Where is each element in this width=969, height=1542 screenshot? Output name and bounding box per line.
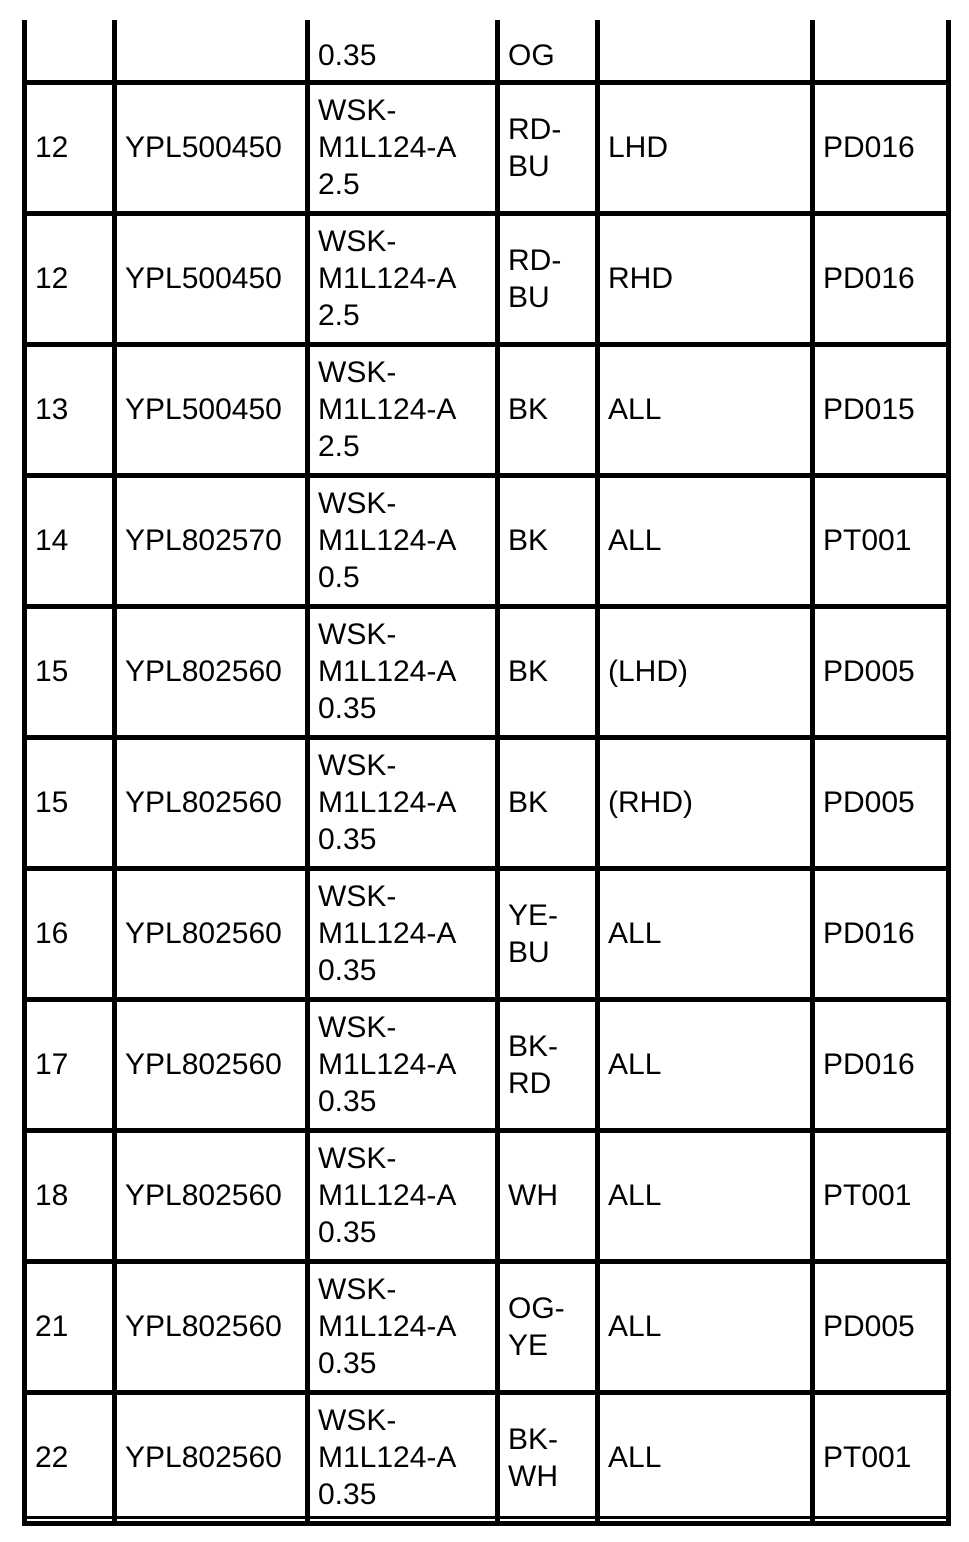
cell-code: PD016 xyxy=(813,999,949,1130)
cell-color: OG xyxy=(498,20,598,82)
table-row xyxy=(25,20,949,82)
cell-config: (LHD) xyxy=(598,606,813,737)
cell-wire-spec: WSK- M1L124-A 2.5 xyxy=(308,213,498,344)
cell-wire-spec: WSK- M1L124-A 0.35 xyxy=(308,1261,498,1392)
cell-index: 13 xyxy=(25,344,115,475)
cell-color: BK- RD xyxy=(498,999,598,1130)
cell-part-number: YPL500450 xyxy=(115,82,308,213)
wire-table-container xyxy=(22,20,946,1526)
cell-code xyxy=(813,20,949,82)
cell-config: RHD xyxy=(598,213,813,344)
table-row xyxy=(25,475,949,606)
cell-part-number: YPL802560 xyxy=(115,1392,308,1523)
cell-config: LHD xyxy=(598,82,813,213)
cell-index xyxy=(25,20,115,82)
table-row xyxy=(25,1392,949,1523)
cell-config: ALL xyxy=(598,1392,813,1523)
cell-part-number: YPL802560 xyxy=(115,1130,308,1261)
cell-code: PD016 xyxy=(813,213,949,344)
cell-code: PD005 xyxy=(813,1261,949,1392)
cell-wire-spec: WSK- M1L124-A 0.35 xyxy=(308,1130,498,1261)
cell-code: PD016 xyxy=(813,868,949,999)
table-row xyxy=(25,868,949,999)
cell-code: PT001 xyxy=(813,475,949,606)
cell-color: BK xyxy=(498,475,598,606)
cell-color: RD- BU xyxy=(498,213,598,344)
cell-index: 21 xyxy=(25,1261,115,1392)
cell-color: BK xyxy=(498,606,598,737)
cell-index: 15 xyxy=(25,606,115,737)
cell-code: PD005 xyxy=(813,606,949,737)
cell-part-number: YPL802560 xyxy=(115,1261,308,1392)
table-row xyxy=(25,1261,949,1392)
cell-part-number: YPL500450 xyxy=(115,344,308,475)
cell-code: PD016 xyxy=(813,82,949,213)
cell-config: ALL xyxy=(598,1130,813,1261)
table-row xyxy=(25,344,949,475)
cell-wire-spec: WSK- M1L124-A 0.5 xyxy=(308,475,498,606)
table-row xyxy=(25,1130,949,1261)
cell-config: ALL xyxy=(598,868,813,999)
cell-wire-spec: WSK- M1L124-A 0.35 xyxy=(308,606,498,737)
cell-color: YE- BU xyxy=(498,868,598,999)
cell-color: BK xyxy=(498,344,598,475)
bottom-rule xyxy=(22,1516,946,1519)
cell-index: 15 xyxy=(25,737,115,868)
cell-color: BK- WH xyxy=(498,1392,598,1523)
cell-part-number: YPL802570 xyxy=(115,475,308,606)
table-row xyxy=(25,606,949,737)
cell-color: OG- YE xyxy=(498,1261,598,1392)
cell-code: PT001 xyxy=(813,1392,949,1523)
cell-part-number: YPL802560 xyxy=(115,868,308,999)
cell-part-number: YPL802560 xyxy=(115,999,308,1130)
cell-index: 12 xyxy=(25,82,115,213)
table-row xyxy=(25,999,949,1130)
cell-index: 22 xyxy=(25,1392,115,1523)
cell-config: ALL xyxy=(598,344,813,475)
cell-color: WH xyxy=(498,1130,598,1261)
cell-part-number: YPL500450 xyxy=(115,213,308,344)
table-row xyxy=(25,737,949,868)
cell-index: 16 xyxy=(25,868,115,999)
cell-config: ALL xyxy=(598,475,813,606)
cell-code: PD005 xyxy=(813,737,949,868)
table-row xyxy=(25,213,949,344)
cell-index: 14 xyxy=(25,475,115,606)
table-row xyxy=(25,82,949,213)
cell-code: PT001 xyxy=(813,1130,949,1261)
wire-table xyxy=(22,20,951,1526)
cell-part-number xyxy=(115,20,308,82)
cell-color: RD- BU xyxy=(498,82,598,213)
cell-wire-spec: 0.35 xyxy=(308,20,498,82)
cell-wire-spec: WSK- M1L124-A 2.5 xyxy=(308,344,498,475)
cell-config: ALL xyxy=(598,999,813,1130)
cell-part-number: YPL802560 xyxy=(115,737,308,868)
cell-config xyxy=(598,20,813,82)
cell-wire-spec: WSK- M1L124-A 0.35 xyxy=(308,1392,498,1523)
cell-wire-spec: WSK- M1L124-A 0.35 xyxy=(308,999,498,1130)
cell-part-number: YPL802560 xyxy=(115,606,308,737)
cell-index: 17 xyxy=(25,999,115,1130)
cell-wire-spec: WSK- M1L124-A 0.35 xyxy=(308,868,498,999)
cell-code: PD015 xyxy=(813,344,949,475)
cell-config: (RHD) xyxy=(598,737,813,868)
cell-index: 18 xyxy=(25,1130,115,1261)
cell-wire-spec: WSK- M1L124-A 2.5 xyxy=(308,82,498,213)
cell-config: ALL xyxy=(598,1261,813,1392)
cell-color: BK xyxy=(498,737,598,868)
cell-index: 12 xyxy=(25,213,115,344)
cell-wire-spec: WSK- M1L124-A 0.35 xyxy=(308,737,498,868)
